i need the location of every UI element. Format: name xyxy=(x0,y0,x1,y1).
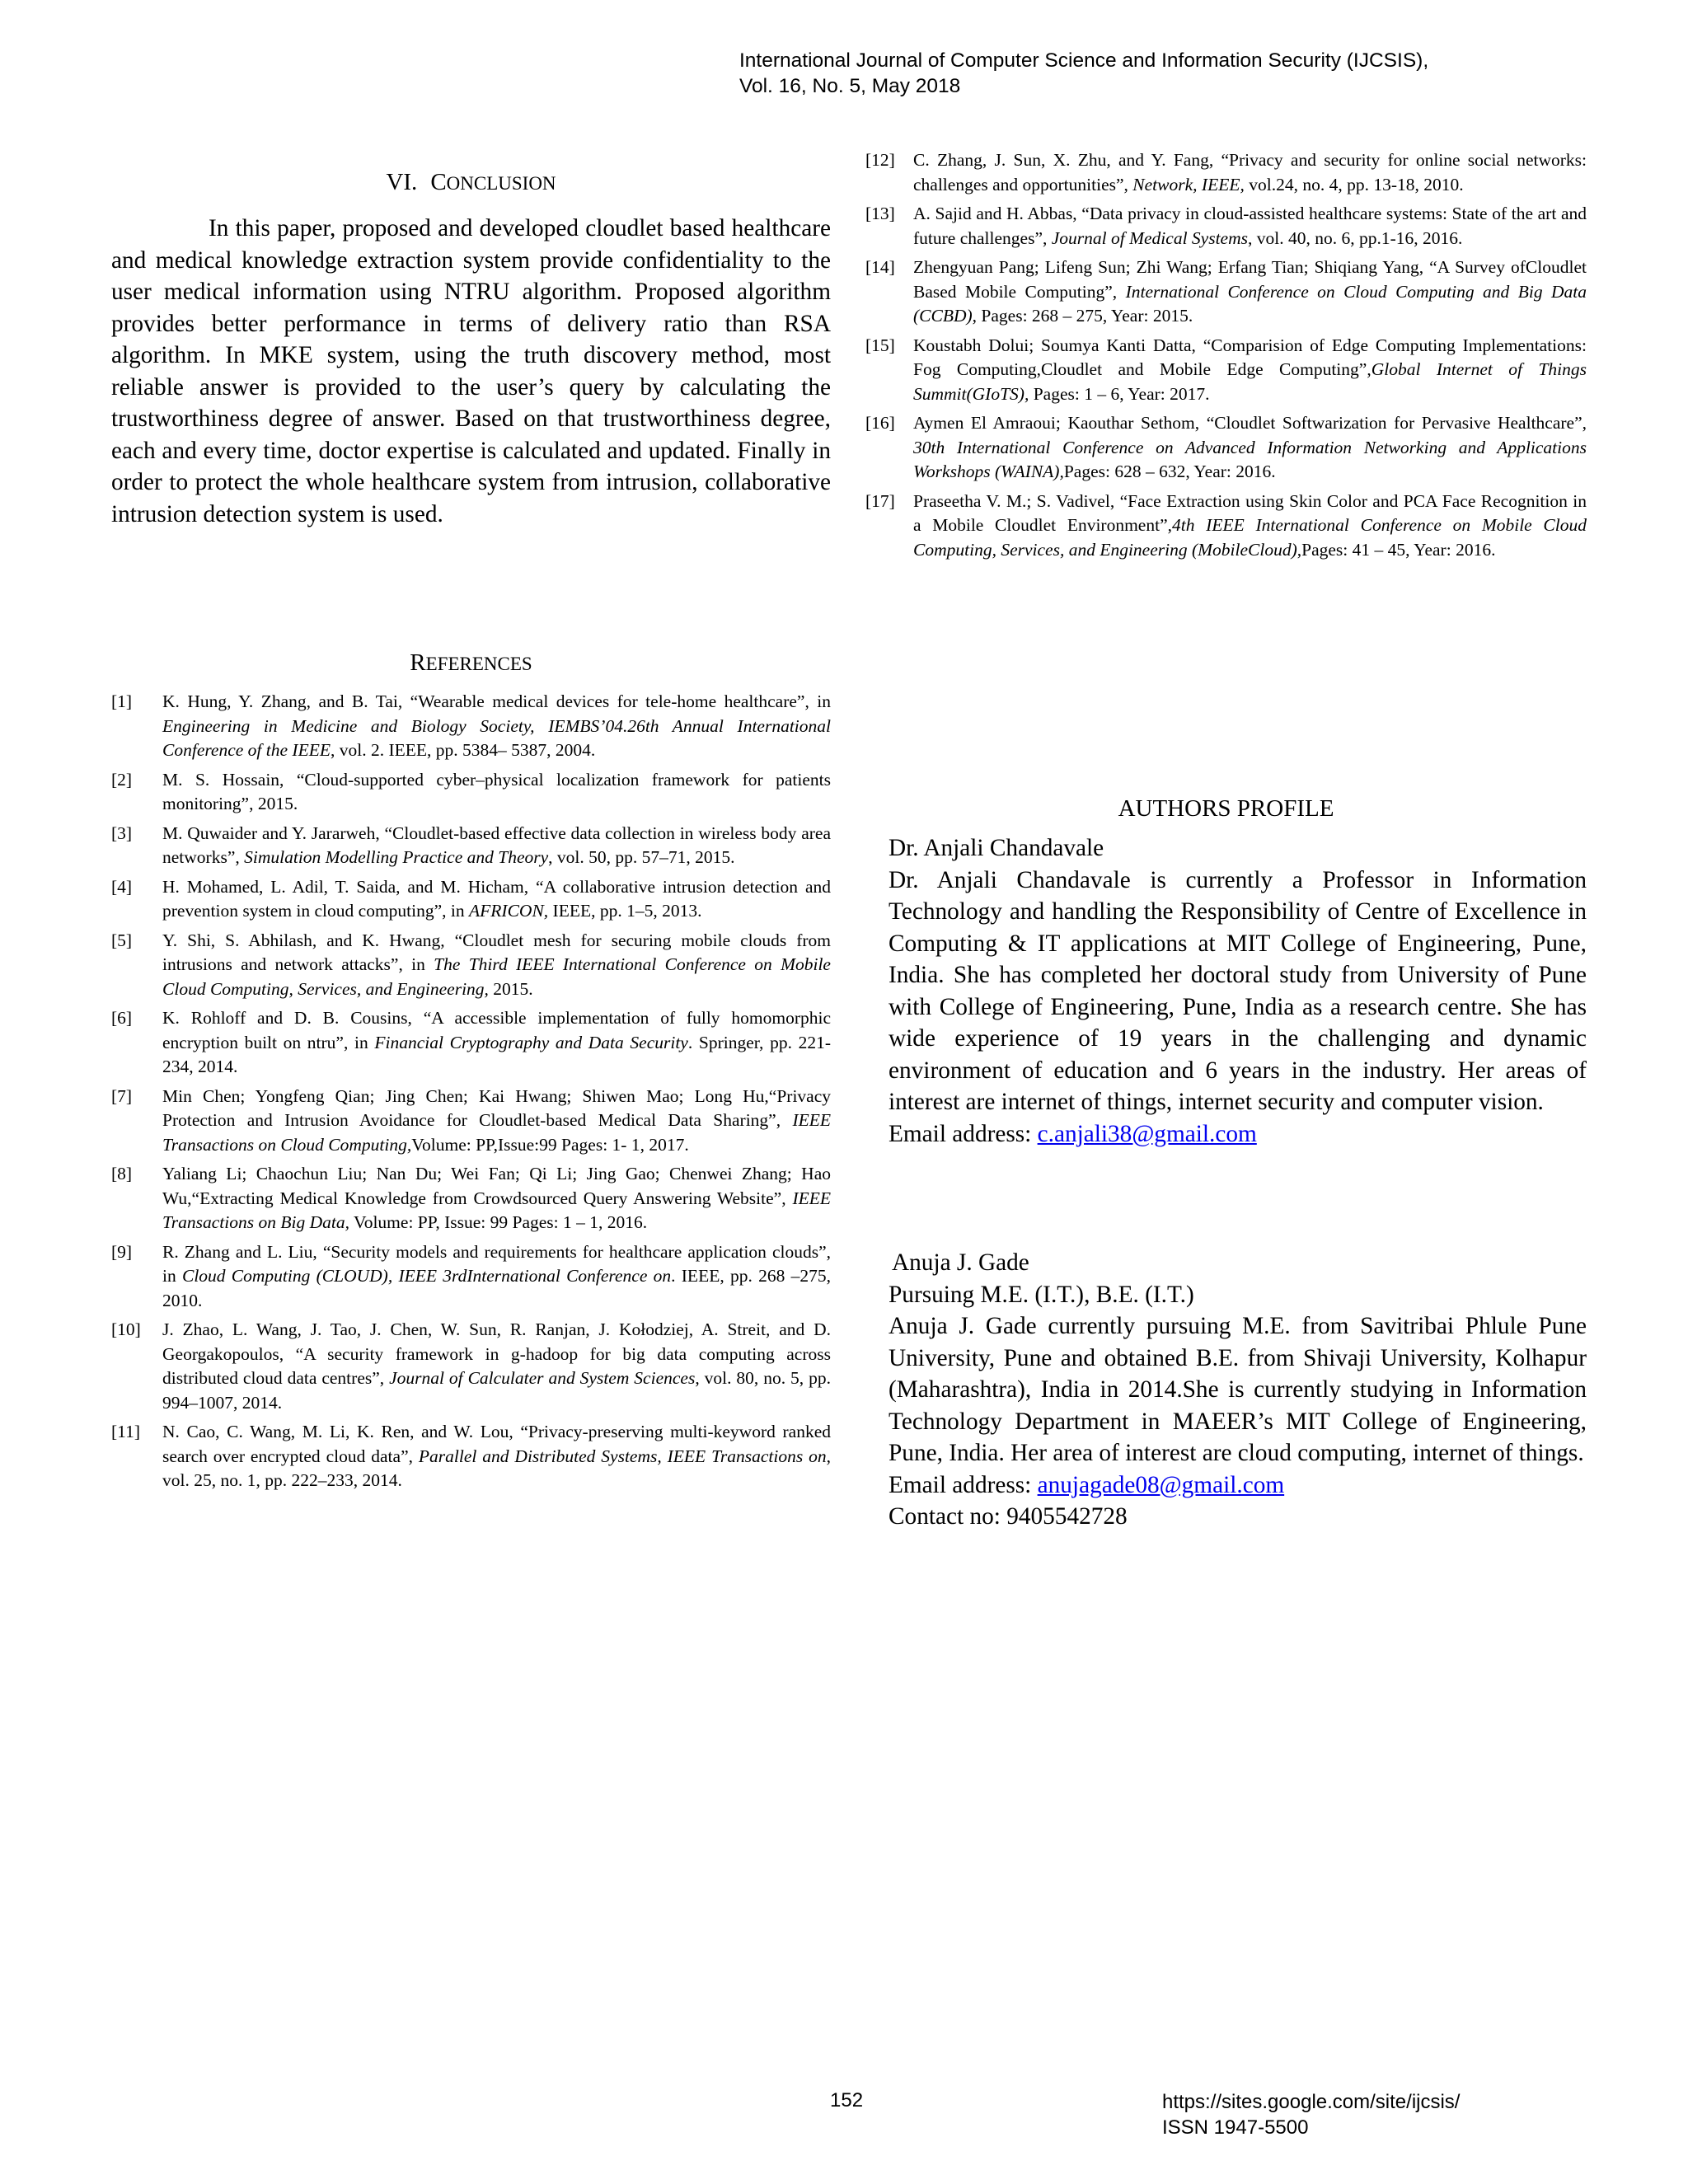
footer-info xyxy=(1162,2089,1460,2140)
reference-venue: Financial Cryptography and Data Security xyxy=(374,1032,688,1052)
reference-details: IEEE, pp. 1–5, 2013. xyxy=(548,901,702,921)
reference-text: N. Cao, C. Wang, M. Li, K. Ren, and W. Lou, “Privacy-preserving multi-keyword ranked search over encrypted cloud data”, xyxy=(162,1422,831,1466)
reference-list-right xyxy=(865,148,1587,567)
reference-details: , vol. 2. IEEE, pp. 5384– 5387, 2004. xyxy=(330,740,596,760)
reference-text: H. Mohamed, L. Adil, T. Saida, and M. Hicham, “A collaborative intrusion detection and prevention system in cloud computing”, in xyxy=(162,876,831,921)
reference-number: [2] xyxy=(111,769,133,790)
reference-number: [3] xyxy=(111,823,133,843)
reference-item xyxy=(111,768,831,817)
reference-details: , vol. 25, no. 1, pp. 222–233, 2014. xyxy=(162,1446,831,1490)
reference-text: M. Quwaider and Y. Jararweh, “Cloudlet-based effective data collection in wireless body area networks”, xyxy=(162,823,831,867)
reference-venue: IEEE Transactions on Cloud Computing, xyxy=(162,1110,831,1155)
reference-details: , vol. 50, pp. 57–71, 2015. xyxy=(548,847,735,867)
author-1-profile xyxy=(889,832,1587,1150)
reference-details: Volume: PP,Issue:99 Pages: 1- 1, 2017. xyxy=(411,1134,689,1155)
reference-venue: Network, IEEE, xyxy=(1132,174,1245,194)
reference-venue: IEEE Transactions on Big Data, xyxy=(162,1188,831,1232)
author-2-contact: Contact no: 9405542728 xyxy=(889,1503,1128,1530)
reference-venue: Parallel and Distributed Systems, IEEE Transactions on xyxy=(418,1446,827,1466)
reference-item xyxy=(865,148,1587,197)
reference-details: Pages: 628 – 632, Year: 2016. xyxy=(1063,462,1276,481)
header-line-2: Vol. 16, No. 5, May 2018 xyxy=(739,75,961,97)
reference-text: Koustabh Dolui; Soumya Kanti Datta, “Comparision of Edge Computing Implementations: Fog Computing,Cloudlet and Mobile Edge Computing”, xyxy=(913,335,1587,379)
reference-venue: Journal of Medical Systems xyxy=(1051,227,1248,248)
reference-number: [1] xyxy=(111,691,133,711)
reference-details: , vol. 80, no. 5, pp. 994–1007, 2014. xyxy=(162,1368,831,1413)
reference-item xyxy=(111,1420,831,1493)
author-2-bio: Anuja J. Gade currently pursuing M.E. from Savitribai Phlule Pune University, Pune and obtained B.E. from Shivaji University, Kolhapur (Maharashtra), India in 2014.She is currently studying in Information Technology Department in MAEER’s MIT College of Engineering, Pune, India. Her area of interest are cloud computing, internet of things. xyxy=(889,1313,1587,1466)
reference-venue: International Conference on Cloud Computing and Big Data (CCBD) xyxy=(913,281,1587,326)
reference-details: , vol. 40, no. 6, pp.1-16, 2016. xyxy=(1248,227,1463,248)
reference-venue: Journal of Calculater and System Sciences xyxy=(389,1368,696,1388)
conclusion-body: In this paper, proposed and developed cloudlet based healthcare and medical knowledge extraction system provide confidentiality to the user medical information using NTRU algorithm. Proposed algorithm provides better performance in terms of delivery ratio than RSA algorithm. In MKE system, using the truth discovery method, most reliable answer is provided to the user’s query by calculating the trustworthiness degree of answer. Based on that trustworthiness degree, each and every time, doctor expertise is calculated and updated. Finally in order to protect the whole healthcare system from intrusion, collaborative intrusion detection system is used. xyxy=(111,215,831,527)
reference-number: [9] xyxy=(111,1241,133,1262)
reference-text: Yaliang Li; Chaochun Liu; Nan Du; Wei Fan; Qi Li; Jing Gao; Chenwei Zhang; Hao Wu,“Extracting Medical Knowledge from Crowdsourced Query Answering Website”, xyxy=(162,1164,831,1208)
reference-number: [4] xyxy=(111,876,133,897)
reference-text: K. Hung, Y. Zhang, and B. Tai, “Wearable medical devices for tele-home healthcare”, in xyxy=(162,691,831,711)
reference-item xyxy=(111,1006,831,1080)
reference-details: 2015. xyxy=(488,978,533,999)
author-1-name: Dr. Anjali Chandavale xyxy=(889,835,1104,861)
reference-item xyxy=(111,1318,831,1415)
reference-text: Min Chen; Yongfeng Qian; Jing Chen; Kai Hwang; Shiwen Mao; Long Hu,“Privacy Protection and Intrusion Avoidance for Cloudlet-based Medical Data Sharing”, xyxy=(162,1085,831,1130)
reference-item xyxy=(865,490,1587,563)
reference-item xyxy=(865,202,1587,251)
reference-venue: The Third IEEE International Conference on Mobile Cloud Computing, Services, and Engineering, xyxy=(162,954,831,999)
reference-text: K. Rohloff and D. B. Cousins, “A accessible implementation of fully homomorphic encryption built on ntru”, in xyxy=(162,1008,831,1052)
conclusion-heading xyxy=(111,169,831,196)
reference-text: R. Zhang and L. Liu, “Security models and requirements for healthcare application clouds”, in xyxy=(162,1241,831,1286)
reference-item xyxy=(111,875,831,924)
footer-url: https://sites.google.com/site/ijcsis/ xyxy=(1162,2091,1461,2113)
reference-item xyxy=(111,1162,831,1235)
reference-number: [10] xyxy=(111,1319,141,1339)
reference-item xyxy=(111,1240,831,1314)
reference-venue: Engineering in Medicine and Biology Society, IEMBS’04.26th Annual International Conference of the IEEE xyxy=(162,715,831,760)
author-1-email-line xyxy=(889,1118,1587,1151)
reference-details: . IEEE, pp. 268 –275, 2010. xyxy=(162,1266,831,1310)
heading-rest: EFERENCES xyxy=(425,654,532,674)
reference-text: Aymen El Amraoui; Kaouthar Sethom, “Cloudlet Softwarization for Pervasive Healthcare”, xyxy=(913,413,1587,433)
reference-text: A. Sajid and H. Abbas, “Data privacy in cloud-assisted healthcare systems: State of the art and future challenges”, xyxy=(913,204,1587,248)
reference-text: C. Zhang, J. Sun, X. Zhu, and Y. Fang, “Privacy and security for online social networks: challenges and opportunities”, xyxy=(913,150,1587,194)
author-2-name: Anuja J. Gade xyxy=(892,1249,1029,1276)
reference-item xyxy=(111,822,831,870)
reference-details: vol.24, no. 4, pp. 13-18, 2010. xyxy=(1244,174,1464,194)
email-label: Email address: xyxy=(889,1471,1038,1498)
reference-number: [14] xyxy=(865,257,895,277)
reference-text: Y. Shi, S. Abhilash, and K. Hwang, “Cloudlet mesh for securing mobile clouds from intrusions and network attacks”, in xyxy=(162,930,831,974)
reference-details: Pages: 1 – 6, Year: 2017. xyxy=(1029,383,1210,404)
author-2-email-link[interactable]: anujagade08@gmail.com xyxy=(1037,1471,1285,1498)
reference-text: Zhengyuan Pang; Lifeng Sun; Zhi Wang; Erfang Tian; Shiqiang Yang, “A Survey ofCloudlet Based Mobile Computing”, xyxy=(913,257,1587,302)
reference-number: [15] xyxy=(865,335,895,355)
author-2-profile xyxy=(889,1247,1587,1533)
authors-profile-heading: AUTHORS PROFILE xyxy=(1118,795,1334,822)
reference-text: J. Zhao, L. Wang, J. Tao, J. Chen, W. Sun, R. Ranjan, J. Kołodziej, A. Streit, and D. Georgakopoulos, “A security framework in g-hadoop for big data computing across distributed cloud data centres”, xyxy=(162,1319,831,1388)
reference-number: [13] xyxy=(865,204,895,223)
heading-initial: C xyxy=(430,169,447,195)
reference-item xyxy=(111,1085,831,1158)
reference-text: Praseetha V. M.; S. Vadivel, “Face Extraction using Skin Color and PCA Face Recognition in a Mobile Cloudlet Environment”, xyxy=(913,490,1587,535)
reference-number: [11] xyxy=(111,1422,141,1441)
reference-venue: Global Internet of Things Summit(GIoTS), xyxy=(913,359,1587,404)
reference-number: [6] xyxy=(111,1008,133,1028)
reference-item xyxy=(865,255,1587,329)
reference-list-left xyxy=(111,690,831,1498)
reference-number: [5] xyxy=(111,930,133,950)
author-1-bio: Dr. Anjali Chandavale is currently a Professor in Information Technology and handling the Responsibility of Centre of Excellence in Computing & IT applications at MIT College of Engineering, Pune, India. She has completed her doctoral study from University of Pune with College of Engineering, Pune, India as a research centre. She has wide experience of 19 years in the challenging and dynamic environment of education and 6 years in the industry. Her areas of interest are internet of things, internet security and computer vision. xyxy=(889,866,1587,1115)
reference-item xyxy=(865,411,1587,485)
reference-venue: 30th International Conference on Advanced Information Networking and Applications Workshops (WAINA), xyxy=(913,437,1587,481)
page-number: 152 xyxy=(830,2089,864,2111)
reference-item xyxy=(865,334,1587,407)
reference-details: , Pages: 268 – 275, Year: 2015. xyxy=(972,306,1193,326)
reference-venue: Cloud Computing (CLOUD), IEEE 3rdInternational Conference on xyxy=(181,1266,672,1286)
reference-number: [7] xyxy=(111,1085,133,1106)
reference-item xyxy=(111,690,831,763)
heading-rest: ONCLUSION xyxy=(446,173,556,194)
references-heading xyxy=(111,649,831,677)
journal-header xyxy=(739,48,1428,99)
reference-details: . Springer, pp. 221-234, 2014. xyxy=(162,1032,832,1076)
section-number: VI. xyxy=(386,169,418,195)
author-2-email-line xyxy=(889,1469,1587,1502)
reference-details: Volume: PP, Issue: 99 Pages: 1 – 1, 2016. xyxy=(349,1212,648,1232)
reference-venue: Simulation Modelling Practice and Theory xyxy=(244,847,549,867)
reference-venue: AFRICON, xyxy=(469,901,549,921)
reference-venue: 4th IEEE International Conference on Mobile Cloud Computing, Services, and Engineering (MobileCloud) xyxy=(913,515,1587,560)
email-label: Email address: xyxy=(889,1120,1038,1147)
reference-item xyxy=(111,929,831,1002)
author-1-email-link[interactable]: c.anjali38@gmail.com xyxy=(1037,1120,1257,1147)
header-line-1: International Journal of Computer Science and Information Security (IJCSIS), xyxy=(739,49,1429,72)
author-2-degree: Pursuing M.E. (I.T.), B.E. (I.T.) xyxy=(889,1281,1194,1308)
reference-details: ,Pages: 41 – 45, Year: 2016. xyxy=(1296,539,1496,560)
reference-number: [12] xyxy=(865,150,895,170)
reference-number: [8] xyxy=(111,1164,133,1183)
heading-initial: R xyxy=(410,649,426,676)
reference-number: [17] xyxy=(865,490,895,511)
footer-issn: ISSN 1947-5500 xyxy=(1162,2116,1309,2139)
reference-text: M. S. Hossain, “Cloud-supported cyber–physical localization framework for patients monitoring”, 2015. xyxy=(162,769,831,813)
reference-number: [16] xyxy=(865,413,895,433)
